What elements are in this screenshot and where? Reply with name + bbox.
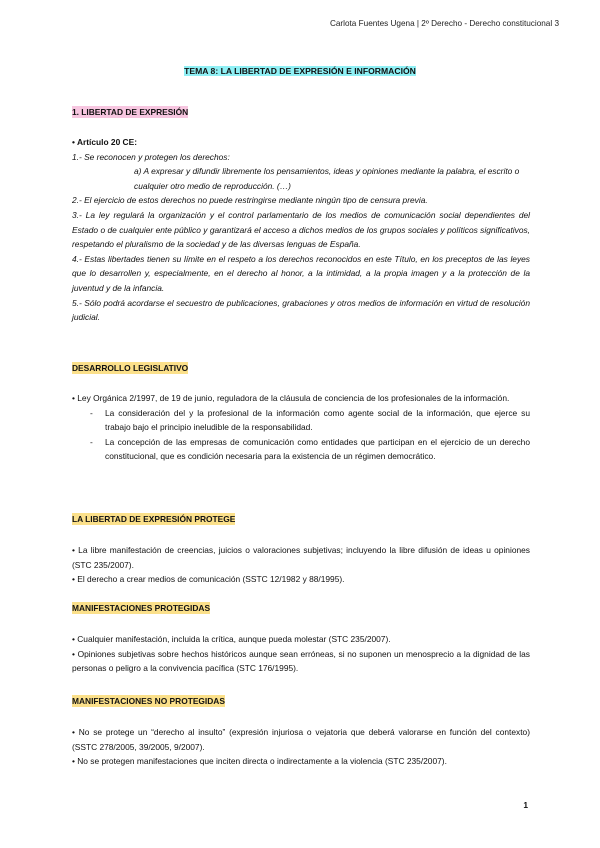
section-heading-text: DESARROLLO LEGISLATIVO [72,363,189,373]
list-item [72,406,530,435]
list-item: • El derecho a crear medios de comunicación (SSTC 12/1982 y 88/1995). [72,574,345,585]
article-label: • Artículo 20 CE: [72,137,137,147]
document-title-text: TEMA 8: LA LIBERTAD DE EXPRESIÓN E INFORMACIÓN [184,66,416,76]
section-heading-text: MANIFESTACIONES PROTEGIDAS [72,603,211,613]
no-protegidas-block [72,725,530,769]
list-item [72,435,530,464]
list-item-text: La concepción de las empresas de comunicación como entidades que participan en el ejercicio de un derecho constitucional, que es condición necesaria para la existencia de un régimen democrático. [105,436,530,462]
section-heading-protegidas [72,603,210,613]
section-heading-desarrollo [72,363,188,373]
list-item: • No se protege un “derecho al insulto” (expresión injuriosa o vejatoria que deberá valorarse en función del contexto) (SSTC 278/2005, 39/2005, 9/2007). [72,727,530,752]
protege-block [72,543,530,587]
page-number: 1 [523,800,528,810]
section-heading-text: MANIFESTACIONES NO PROTEGIDAS [72,696,225,706]
dash-bullet: - [90,407,93,418]
list-item: • No se protegen manifestaciones que inciten directa o indirectamente a la violencia (STC 235/2007). [72,756,447,767]
desarrollo-block [72,391,530,464]
section-heading-text: LA LIBERTAD DE EXPRESIÓN PROTEGE [72,514,236,524]
list-item: • Opiniones subjetivas sobre hechos históricos aunque sean erróneas, si no suponen un menosprecio a la dignidad de las personas o peligro a la convivencia pacífica (STC 176/1995). [72,648,530,674]
desarrollo-text: • Ley Orgánica 2/1997, de 19 de junio, reguladora de la cláusula de conciencia de los profesionales de la información. [72,393,510,403]
dash-bullet: - [90,436,93,447]
article-paragraph-3: 3.- La ley regulará la organización y el control parlamentario de los medios de comunicación social dependientes del Estado o de cualquier ente público y garantizará el acceso a dichos medios de los grupos sociales y políticos significativos, respetando el pluralismo de la sociedad y de las diversas lenguas de España. [72,209,530,250]
list-item: • Cualquier manifestación, incluida la crítica, aunque pueda molestar (STC 235/2007). [72,634,391,644]
document-title [0,66,600,76]
section-heading-protege [72,514,235,524]
article-paragraph-2: 2.- El ejercicio de estos derechos no puede restringirse mediante ningún tipo de censura previa. [72,195,428,206]
page-header: Carlota Fuentes Ugena | 2º Derecho - Derecho constitucional 3 [329,19,559,28]
section-heading-text: 1. LIBERTAD DE EXPRESIÓN [72,107,189,117]
list-item-text: La consideración del y la profesional de la información como agente social de la información, que ejerce su trabajo bajo el principio ineludible de la responsabilidad. [105,407,530,433]
section-heading-libertad-expresion [72,107,188,117]
list-item: • La libre manifestación de creencias, juicios o valoraciones subjetivas; incluyendo la libre difusión de ideas u opiniones (STC 235/2007). [72,545,530,570]
article-paragraph-4: 4.- Estas libertades tienen su límite en el respeto a los derechos reconocidos en este Título, en los preceptos de las leyes que lo desarrollen y, especialmente, en el derecho al honor, a la intimidad, a la propia imagen y a la protección de la juventud y de la infancia. [72,253,530,293]
article-paragraph-1a: a) A expresar y difundir libremente los pensamientos, ideas y opiniones mediante la palabra, el escrito o cualquier otro medio de reproducción. (…) [134,166,520,191]
section-heading-no-protegidas [72,696,225,706]
article-paragraph-5: 5.- Sólo podrá acordarse el secuestro de publicaciones, grabaciones y otros medios de información en virtud de resolución judicial. [72,297,530,323]
protegidas-block [72,632,530,676]
article-paragraph-1: 1.- Se reconocen y protegen los derechos: [72,151,230,162]
article-20-block [72,135,530,325]
